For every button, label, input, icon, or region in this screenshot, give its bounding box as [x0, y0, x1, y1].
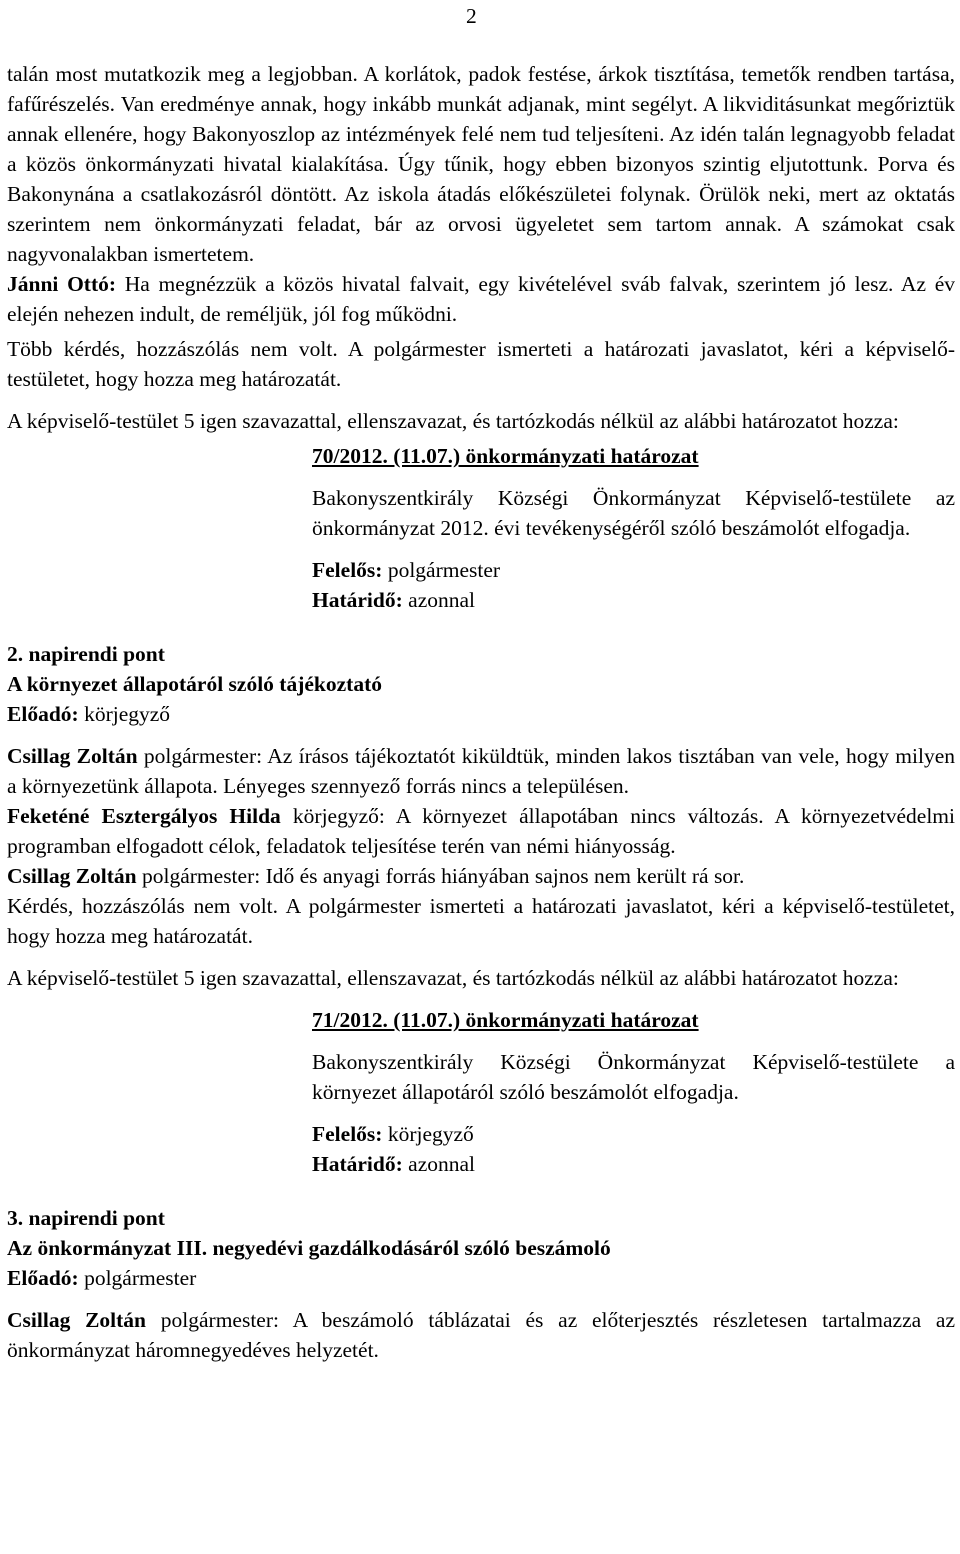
resolution-title: 70/2012. (11.07.) önkormányzati határozat: [312, 444, 699, 468]
agenda-2-presenter: Előadó: körjegyző: [7, 702, 171, 726]
resolution-text: Bakonyszentkirály Községi Önkormányzat Képviselő-testülete a környezet állapotáról szóló beszámolót elfogadja.: [312, 1050, 955, 1104]
agenda-2-number: 2. napirendi pont: [7, 642, 165, 666]
paragraph-2: Jánni Ottó: Ha megnézzük a közös hivatal falvait, egy kivételével sváb falvak, szerintem jó lesz. Az év elején nehezen indult, de reméljük, jól fog működni.: [7, 272, 955, 326]
agenda-3-title: Az önkormányzat III. negyedévi gazdálkodásáról szóló beszámoló: [7, 1236, 611, 1260]
paragraph-1: talán most mutatkozik meg a legjobban. A korlátok, padok festése, árkok tisztítása, temetők rendben tartása, fafűrészelés. Van eredménye annak, hogy inkább munkát adjanak, mint segélyt. A likviditásunkat megőriztük annak ellenére, hogy Bakonyoszlop az intézmények felé nem tud teljesíteni. Az idén talán legnagyobb feladat a közös önkormányzati hivatal kialakítása. Úgy tűnik, hogy ebben bizonyos szintig eljutottunk. Porva és Bakonynána a csatlakozásról döntött. Az iskola átadás előkészületei folynak. Örülök neki, mert az oktatás szerintem nem önkormányzati feladat, bár az orvosi ügyeletet sem tartom annak. A számokat csak nagyvonalakban ismertetem.: [7, 62, 955, 266]
agenda-2-statement-1: Csillag Zoltán polgármester: Az írásos tájékoztatót kiküldtük, minden lakos tisztában van vele, hogy milyen a környezetünk állapota. Lényeges szennyező forrás nincs a településen.: [7, 744, 956, 798]
resolution-responsible: Felelős: körjegyző: [312, 1122, 474, 1146]
resolution-71: [312, 1005, 955, 1179]
document-page: [7, 59, 955, 1365]
agenda-2-statement-4: Kérdés, hozzászólás nem volt. A polgármester ismerteti a határozati javaslatot, kéri a képviselő-testületet, hogy hozza meg határozatát.: [7, 894, 955, 948]
resolution-deadline: Határidő: azonnal: [312, 1152, 476, 1176]
agenda-3-statement-1: Csillag Zoltán polgármester: A beszámoló táblázatai és az előterjesztés részletesen tartalmazza az önkormányzat háromnegyedéves helyzetét.: [7, 1308, 955, 1362]
agenda-3-number: 3. napirendi pont: [7, 1206, 165, 1230]
resolution-70: [312, 441, 955, 615]
resolution-responsible: Felelős: polgármester: [312, 558, 501, 582]
agenda-2-statement-5: A képviselő-testület 5 igen szavazattal, ellenszavazat, és tartózkodás nélkül az alábbi határozatot hozza:: [7, 966, 899, 990]
resolution-text: Bakonyszentkirály Községi Önkormányzat Képviselő-testülete az önkormányzat 2012. évi tevékenységéről szóló beszámolót elfogadja.: [312, 486, 955, 540]
paragraph-3: Több kérdés, hozzászólás nem volt. A polgármester ismerteti a határozati javaslatot, kéri a képviselő-testületet, hogy hozza meg határozatát.: [7, 337, 955, 391]
resolution-deadline: Határidő: azonnal: [312, 588, 476, 612]
speaker-name: Jánni Ottó:: [7, 272, 117, 296]
resolution-title: 71/2012. (11.07.) önkormányzati határozat: [312, 1008, 699, 1032]
agenda-2-statement-3: Csillag Zoltán polgármester: Idő és anyagi forrás hiányában sajnos nem került rá sor.: [7, 864, 745, 888]
page-number: 2: [466, 4, 477, 28]
agenda-3-presenter: Előadó: polgármester: [7, 1266, 197, 1290]
paragraph-4: A képviselő-testület 5 igen szavazattal, ellenszavazat, és tartózkodás nélkül az alábbi határozatot hozza:: [7, 409, 899, 433]
agenda-2-title: A környezet állapotáról szóló tájékoztató: [7, 672, 382, 696]
agenda-2-statement-2: Feketéné Esztergályos Hilda körjegyző: A környezet állapotában nincs változás. A környezetvédelmi programban elfogadott célok, feladatok teljesítése terén van némi hiányosság.: [7, 804, 955, 858]
